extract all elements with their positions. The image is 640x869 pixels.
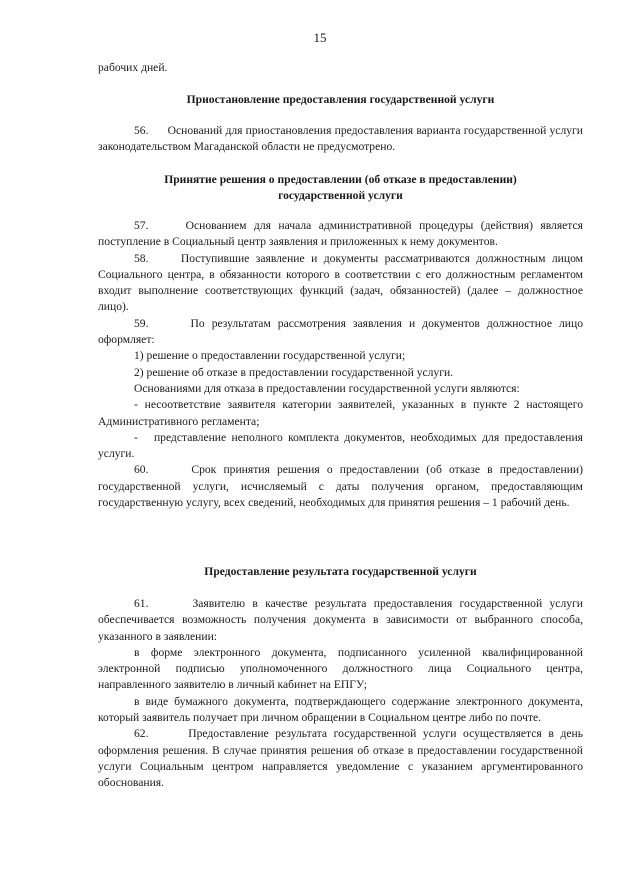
paragraph-59-item-1: 1) решение о предоставлении государственной услуги; [134,349,406,363]
paragraph-57: 57. Основанием для начала административной процедуры (действия) является поступление в Социальный центр заявления и приложенных к нему документов. [98,219,583,249]
paragraph-61-b: в виде бумажного документа, подтверждающего содержание электронного документа, который заявитель получает при личном обращении в Социальном центре либо по почте. [98,694,583,725]
heading-decision [98,172,583,205]
heading-result: Предоставление результата государственной услуги [204,565,477,578]
heading-decision-line-1: Принятие решения о предоставлении (об отказе в предоставлении) [164,173,517,186]
heading-suspension: Приостановление предоставления государственной услуги [186,93,495,106]
paragraph-fragment: рабочих дней. [98,61,168,74]
result-section-body [98,596,583,792]
decision-section-body [98,218,583,511]
paragraph-refusal-grounds: Основаниями для отказа в предоставлении государственной услуги являются: [134,381,520,395]
paragraph-58: 58. Поступившие заявление и документы рассматриваются должностным лицом Социального центра, в обязанности которого в соответствии с его должностным регламентом входит выполнение соответствующих функций (задач, обязанностей) (далее – должностное лицо). [98,251,583,314]
paragraph-refusal-1: - несоответствие заявителя категории заявителей, указанных в пункте 2 настоящего Административного регламента; [98,398,583,428]
paragraph-56 [98,123,583,156]
top-fragment [98,60,583,76]
paragraph-60: 60. Срок принятия решения о предоставлении (об отказе в предоставлении) государственной услуги, исчисляемый с даты получения органом, предоставляющим государственную услугу, всех сведений, необходимых для принятия решения – 1 рабочий день. [98,463,583,510]
paragraph-62: 62. Предоставление результата государственной услуги осуществляется в день оформления решения. В случае принятия решения об отказе в предоставлении государственной услуги Социальным центром направляется уведомление с указанием аргументированного обоснования. [98,727,583,790]
page-number: 15 [313,30,327,45]
paragraph-text: 56. Оснований для приостановления предоставления варианта государственной услуги законодательством Магаданской области не предусмотрено. [98,124,583,154]
paragraph-59: 59. По результатам рассмотрения заявления и документов должностное лицо оформляет: [98,316,583,347]
paragraph-59-item-2: 2) решение об отказе в предоставлении государственной услуги. [134,365,454,379]
paragraph-refusal-2: - представление неполного комплекта документов, необходимых для предоставления услуги. [98,430,583,461]
paragraph-61: 61. Заявителю в качестве результата предоставления государственной услуги обеспечивается возможность получения документа в зависимости от выбранного способа, указанного в заявлении: [98,597,583,643]
paragraph-61-a: в форме электронного документа, подписанного усиленной квалифицированной электронной подписью уполномоченного должностного лица Социального центра, направленного заявителю в личный кабинет на ЕПГУ; [98,645,583,692]
heading-decision-line-2: государственной услуги [278,189,403,203]
